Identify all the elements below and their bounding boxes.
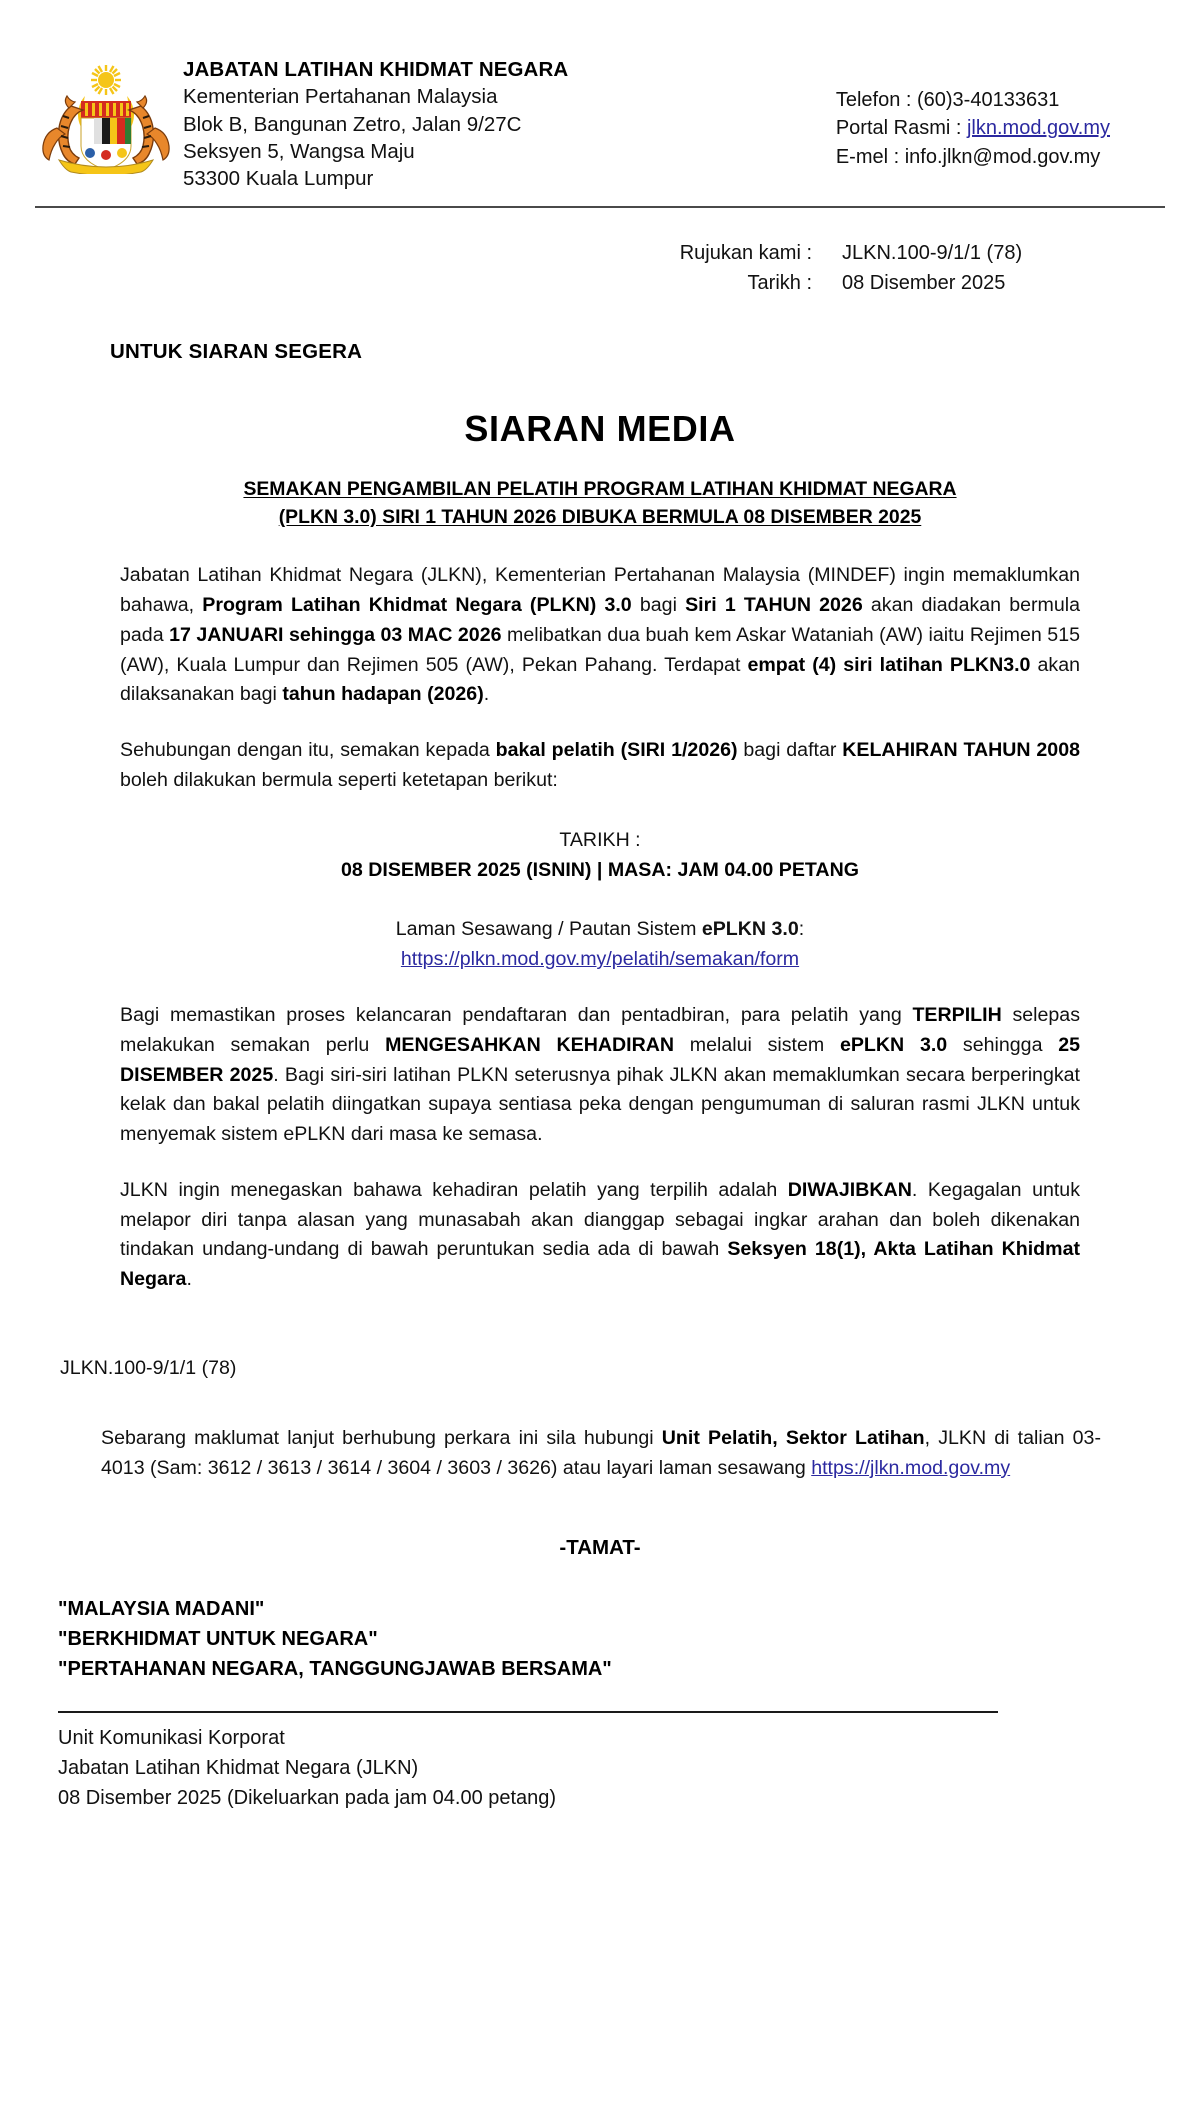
p4-bold-2: Seksyen 18(1), Akta Latihan Khidmat Negara [120, 1238, 1080, 1291]
letterhead [0, 0, 1200, 192]
signature-department: Jabatan Latihan Khidmat Negara (JLKN) [58, 1756, 419, 1779]
address-line-1: Blok B, Bangunan Zetro, Jalan 9/27C [183, 112, 522, 136]
p1-text-5: akan dilaksanakan bagi [120, 653, 1080, 706]
malaysia-coat-of-arms-icon [35, 54, 177, 174]
p3-bold-2: MENGESAHKAN KEHADIRAN [385, 1033, 675, 1056]
email-line: E-mel : info.jlkn@mod.gov.my [835, 145, 1101, 168]
p4-text-1: JLKN ingin menegaskan bahawa kehadiran pelatih yang terpilih adalah [120, 1178, 788, 1201]
p1-bold-5: tahun hadapan (2026) [282, 683, 484, 706]
p1-bold-4: empat (4) siri latihan PLKN3.0 [747, 653, 1031, 676]
address-line-3: 53300 Kuala Lumpur [183, 167, 374, 190]
signature-date: 08 Disember 2025 (Dikeluarkan pada jam 04.00 petang) [58, 1786, 557, 1809]
p1-bold-1: Program Latihan Khidmat Negara (PLKN) 3.0 [202, 594, 632, 617]
p1-bold-2: Siri 1 TAHUN 2026 [685, 594, 863, 617]
end-marker: -TAMAT- [559, 1535, 641, 1559]
date-row [622, 268, 1072, 298]
portal-line [836, 114, 1110, 142]
signature-divider [58, 1711, 998, 1713]
slogan-block [58, 1594, 1200, 1685]
address-line-2: Seksyen 5, Wangsa Maju [183, 139, 415, 163]
p2-text-2: bagi daftar [737, 739, 843, 762]
p3-text-2: selepas melakukan semakan perlu [120, 1003, 1080, 1056]
p4-text-2: . Kegagalan untuk melapor diri tanpa alasan yang munasabah akan dianggap sebagai ingkar arahan dan boleh dikenakan tindakan undang-undang di bawah peruntukan sedia ada di bawah [120, 1178, 1080, 1261]
subtitle-line-2: (PLKN 3.0) SIRI 1 TAHUN 2026 DIBUKA BERMULA 08 DISEMBER 2025 [278, 505, 922, 528]
schedule-date-detail: 08 DISEMBER 2025 (ISNIN) | MASA: JAM 04.00 PETANG [341, 858, 859, 881]
contact-details [836, 48, 1160, 171]
organisation-details [183, 48, 568, 192]
letterhead-divider [35, 206, 1165, 208]
p3-bold-4: 25 DISEMBER 2025 [120, 1033, 1081, 1086]
reference-block [0, 238, 1200, 298]
organisation-name: JABATAN LATIHAN KHIDMAT NEGARA [183, 58, 569, 81]
slogan-2: "BERKHIDMAT UNTUK NEGARA" [58, 1627, 378, 1650]
paragraph-2 [120, 736, 1080, 796]
signature-block [58, 1723, 1200, 1813]
p2-text-3: boleh dilakukan bermula seperti ketetapan berikut: [120, 769, 558, 792]
p1-text-2: bagi [631, 594, 686, 617]
p2-text-1: Sehubungan dengan itu, semakan kepada [120, 739, 496, 762]
phone-line: Telefon : (60)3-40133631 [835, 89, 1060, 111]
p1-text-6: . [483, 683, 490, 706]
spacer [0, 1295, 1200, 1357]
p1-bold-3: 17 JANUARI sehingga 03 MAC 2026 [169, 623, 502, 646]
p3-text-5: . Bagi siri-siri latihan PLKN seterusnya pihak JLKN akan memaklumkan secara berperingkat kelak dan bakal pelatih diingatkan supaya sentiasa peka dengan pengumuman di saluran rasmi JLKN untuk menyemak sistem ePLKN dari masa ke semasa. [120, 1063, 1080, 1146]
eplkn-form-link[interactable]: https://plkn.mod.gov.my/pelatih/semakan/form [400, 948, 800, 971]
slogan-1: "MALAYSIA MADANI" [58, 1597, 265, 1620]
reference-label: Rujukan kami : [679, 242, 812, 265]
reference-value: JLKN.100-9/1/1 (78) [842, 242, 1023, 265]
p3-bold-1: TERPILIH [912, 1003, 1002, 1026]
p3-text-3: melalui sistem [674, 1033, 840, 1056]
document-content [120, 531, 1080, 1295]
document-subtitle [135, 476, 1065, 531]
p2-bold-2: KELAHIRAN TAHUN 2008 [842, 739, 1081, 762]
schedule-date-heading: TARIKH : [559, 828, 641, 851]
reference-row [622, 238, 1072, 268]
page-title: SIARAN MEDIA [464, 408, 736, 450]
date-label: Tarikh : [747, 272, 812, 295]
portal-system-name: ePLKN 3.0 [701, 918, 799, 941]
paragraph-4 [120, 1176, 1080, 1295]
portal-link[interactable]: jlkn.mod.gov.my [966, 117, 1110, 140]
subtitle-line-1: SEMAKAN PENGAMBILAN PELATIH PROGRAM LATIHAN KHIDMAT NEGARA [243, 478, 957, 501]
p3-text-4: sehingga [947, 1033, 1059, 1056]
paragraph-1 [120, 561, 1080, 710]
slogan-3: "PERTAHANAN NEGARA, TANGGUNGJAWAB BERSAMA" [58, 1658, 612, 1681]
portal-prefix: Laman Sesawang / Pautan Sistem [395, 918, 702, 941]
footer-bold-1: Unit Pelatih, Sektor Latihan [661, 1426, 925, 1449]
portal-system-line [120, 915, 1080, 945]
release-tag: UNTUK SIARAN SEGERA [110, 340, 363, 364]
p1-text-1: Jabatan Latihan Khidmat Negara (JLKN), Kementerian Pertahanan Malaysia (MINDEF) ingin memaklumkan bahawa, [120, 564, 1080, 617]
p3-bold-3: ePLKN 3.0 [839, 1033, 948, 1056]
portal-label: Portal Rasmi : [835, 117, 967, 140]
p1-text-3: akan diadakan bermula pada [120, 594, 1081, 646]
portal-block [120, 915, 1080, 975]
p4-bold-1: DIWAJIBKAN [787, 1178, 912, 1201]
schedule-block [120, 826, 1080, 886]
footer-text-2: , JLKN di talian 03-4013 (Sam: 3612 / 3613 / 3614 / 3604 / 3603 / 3626) atau layari laman sesawang [101, 1426, 1101, 1479]
jlkn-website-link[interactable]: https://jlkn.mod.gov.my [811, 1456, 1011, 1479]
p4-text-3: . [186, 1268, 192, 1291]
footer-reference-code: JLKN.100-9/1/1 (78) [60, 1356, 237, 1379]
p3-text-1: Bagi memastikan proses kelancaran pendaftaran dan pentadbiran, para pelatih yang [120, 1003, 913, 1026]
ministry-name: Kementerian Pertahanan Malaysia [183, 85, 498, 109]
date-value: 08 Disember 2025 [842, 272, 1006, 295]
signature-unit: Unit Komunikasi Korporat [58, 1726, 285, 1749]
p1-text-4: melibatkan dua buah kem Askar Wataniah (AW) iaitu Rejimen 515 (AW), Kuala Lumpur dan Rejimen 505 (AW), Pekan Pahang. Terdapat [120, 623, 1080, 676]
p2-bold-1: bakal pelatih (SIRI 1/2026) [495, 739, 738, 762]
paragraph-3 [120, 1001, 1080, 1150]
portal-colon: : [798, 918, 805, 941]
footer-contact-paragraph [99, 1424, 1101, 1484]
footer-text-1: Sebarang maklumat lanjut berhubung perkara ini sila hubungi [101, 1426, 662, 1449]
portal-url-line [120, 945, 1080, 975]
